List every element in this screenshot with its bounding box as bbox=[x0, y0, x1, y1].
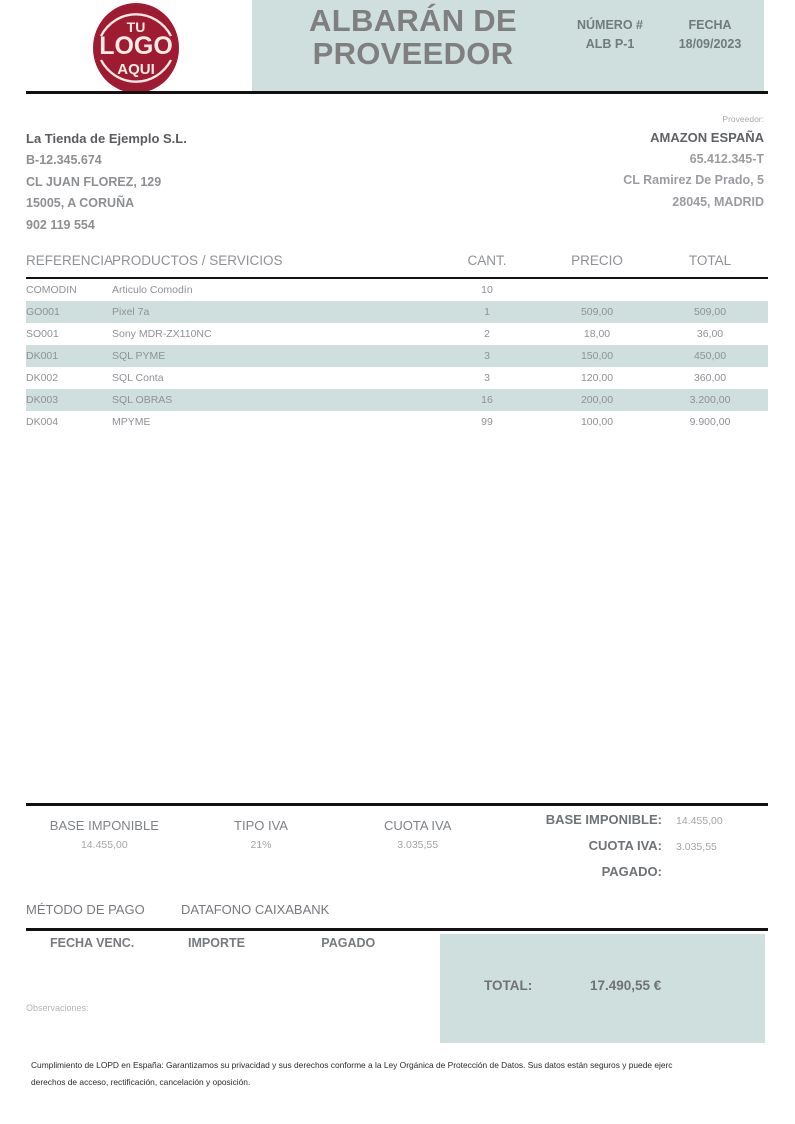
supplier-city: 28045, MADRID bbox=[672, 194, 764, 209]
cell-total: 360,00 bbox=[693, 372, 727, 384]
cell-quantity: 3 bbox=[484, 372, 490, 384]
supplier-address: CL Ramirez De Prado, 5 bbox=[623, 173, 764, 188]
cell-price: 100,00 bbox=[580, 416, 614, 428]
total-box bbox=[440, 934, 765, 1043]
cell-reference: GO001 bbox=[26, 301, 112, 323]
document-header bbox=[0, 0, 795, 93]
supplier-block bbox=[623, 113, 764, 213]
cell-reference: DK004 bbox=[26, 416, 59, 428]
legal-footer bbox=[31, 1057, 795, 1091]
issuer-block bbox=[26, 128, 187, 236]
svg-text:TU: TU bbox=[126, 19, 146, 35]
cell-description: MPYME bbox=[112, 416, 151, 428]
schedule-column-due-date: FECHA VENC. bbox=[50, 936, 135, 950]
cell-quantity: 10 bbox=[481, 284, 493, 296]
document-date bbox=[660, 16, 760, 55]
tax-summary-base-value: 14.455,00 bbox=[80, 838, 128, 851]
document-number bbox=[560, 16, 660, 55]
schedule-column-paid: PAGADO bbox=[321, 936, 376, 950]
table-row bbox=[26, 345, 768, 367]
schedule-divider bbox=[26, 928, 768, 931]
issuer-tax-id: B-12.345.674 bbox=[26, 153, 102, 168]
cell-reference: COMODIN bbox=[26, 284, 77, 296]
column-header-cantidad: CANT. bbox=[432, 253, 542, 278]
payment-schedule-header bbox=[26, 936, 426, 950]
tax-summary-rate-value: 21% bbox=[250, 838, 272, 851]
grand-total-base-value: 14.455,00 bbox=[676, 815, 723, 827]
cell-quantity: 99 bbox=[481, 416, 493, 428]
schedule-column-amount: IMPORTE bbox=[188, 936, 245, 950]
cell-description: Pixel 7a bbox=[112, 301, 432, 323]
issuer-address: CL JUAN FLOREZ, 129 bbox=[26, 174, 162, 189]
cell-reference: DK002 bbox=[26, 372, 59, 384]
cell-description: SQL PYME bbox=[112, 345, 432, 367]
cell-price: 509,00 bbox=[542, 301, 652, 323]
cell-description: Articulo Comodín bbox=[112, 284, 193, 296]
tax-summary-quota bbox=[339, 814, 496, 851]
items-table bbox=[26, 253, 768, 433]
payment-method-value: DATAFONO CAIXABANK bbox=[181, 902, 330, 917]
grand-totals bbox=[500, 812, 768, 890]
column-header-referencia: REFERENCIA bbox=[26, 253, 112, 278]
cell-price: 18,00 bbox=[583, 328, 611, 340]
totals-divider bbox=[26, 803, 768, 806]
grand-total-base bbox=[500, 812, 768, 827]
cell-quantity: 16 bbox=[432, 389, 542, 411]
tax-summary-quota-value: 3.035,55 bbox=[397, 838, 439, 851]
tax-summary-quota-label: CUOTA IVA bbox=[383, 818, 452, 833]
cell-total: 9.900,00 bbox=[689, 416, 731, 428]
observations-label: Observaciones: bbox=[26, 1003, 89, 1013]
cell-quantity: 1 bbox=[432, 301, 542, 323]
cell-reference: DK001 bbox=[26, 345, 112, 367]
cell-price: 200,00 bbox=[542, 389, 652, 411]
cell-description: SQL Conta bbox=[112, 372, 164, 384]
payment-method bbox=[26, 902, 496, 917]
legal-footer-line-2: derechos de acceso, rectificación, cancelación y oposición. bbox=[31, 1077, 251, 1088]
cell-description: SQL OBRAS bbox=[112, 389, 432, 411]
grand-total-quota-label: CUOTA IVA: bbox=[588, 838, 662, 853]
company-logo bbox=[84, 2, 188, 94]
cell-total bbox=[652, 278, 768, 301]
supplier-caption: Proveedor: bbox=[722, 114, 764, 124]
tax-summary-base bbox=[26, 814, 183, 851]
items-table-header-row bbox=[26, 253, 768, 278]
table-row bbox=[26, 301, 768, 323]
total-box-label: TOTAL: bbox=[484, 978, 533, 993]
payment-method-label: MÉTODO DE PAGO bbox=[26, 902, 145, 917]
tax-summary bbox=[26, 814, 496, 851]
tax-summary-rate bbox=[183, 814, 340, 851]
grand-total-base-label: BASE IMPONIBLE: bbox=[545, 812, 662, 827]
column-header-productos: PRODUCTOS / SERVICIOS bbox=[112, 253, 432, 278]
cell-total: 36,00 bbox=[696, 328, 724, 340]
table-row bbox=[26, 323, 768, 345]
cell-reference: DK003 bbox=[26, 389, 112, 411]
svg-text:AQUI: AQUI bbox=[117, 61, 155, 78]
cell-quantity: 2 bbox=[484, 328, 490, 340]
cell-description: Sony MDR-ZX110NC bbox=[112, 328, 212, 340]
table-row bbox=[26, 278, 768, 301]
table-row bbox=[26, 367, 768, 389]
document-date-value: 18/09/2023 bbox=[678, 37, 742, 52]
issuer-city: 15005, A CORUÑA bbox=[26, 196, 135, 211]
issuer-phone: 902 119 554 bbox=[26, 217, 95, 232]
cell-quantity: 3 bbox=[432, 345, 542, 367]
tax-summary-rate-label: TIPO IVA bbox=[234, 818, 288, 833]
document-date-label: FECHA bbox=[688, 18, 732, 32]
header-divider bbox=[26, 91, 768, 94]
column-header-total: TOTAL bbox=[652, 253, 768, 278]
document-number-label: NÚMERO # bbox=[577, 18, 643, 32]
table-row bbox=[26, 411, 768, 433]
supplier-tax-id: 65.412.345-T bbox=[689, 151, 764, 166]
legal-footer-line-1: Cumplimiento de LOPD en España: Garantizamos su privacidad y sus derechos conforme a la Ley Orgánica de Protección de Datos. Sus datos están seguros y puede ejerc bbox=[31, 1060, 673, 1070]
cell-price bbox=[542, 278, 652, 301]
header-meta bbox=[560, 16, 760, 55]
grand-total-paid bbox=[500, 864, 768, 879]
supplier-name: AMAZON ESPAÑA bbox=[650, 129, 764, 145]
svg-text:LOGO: LOGO bbox=[99, 32, 173, 60]
grand-total-quota bbox=[500, 838, 768, 853]
grand-total-quota-value: 3.035,55 bbox=[676, 841, 717, 853]
column-header-precio: PRECIO bbox=[542, 253, 652, 278]
cell-total: 450,00 bbox=[652, 345, 768, 367]
document-title: ALBARÁN DE PROVEEDOR bbox=[309, 3, 517, 72]
document-number-value: ALB P-1 bbox=[585, 37, 635, 52]
table-row bbox=[26, 389, 768, 411]
cell-price: 150,00 bbox=[542, 345, 652, 367]
cell-total: 509,00 bbox=[652, 301, 768, 323]
cell-reference: SO001 bbox=[26, 328, 59, 340]
grand-total-paid-label: PAGADO: bbox=[601, 864, 662, 879]
tax-summary-base-label: BASE IMPONIBLE bbox=[49, 818, 159, 833]
cell-price: 120,00 bbox=[580, 372, 614, 384]
cell-total: 3.200,00 bbox=[652, 389, 768, 411]
total-box-value: 17.490,55 € bbox=[590, 978, 662, 993]
issuer-name: La Tienda de Ejemplo S.L. bbox=[26, 131, 187, 146]
